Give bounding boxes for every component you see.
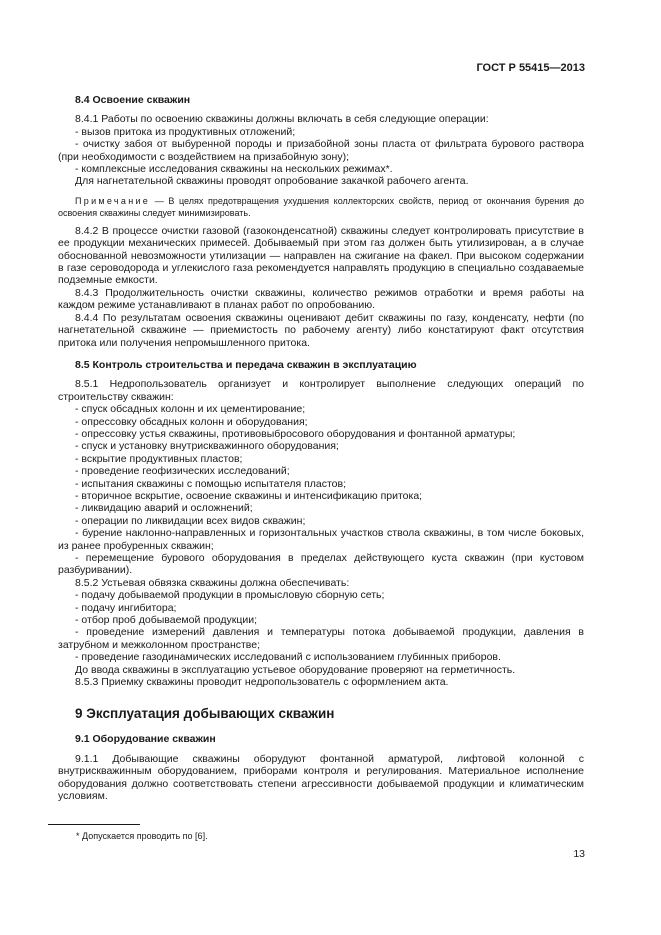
- paragraph-8-4-2: 8.4.2 В процессе очистки газовой (газоконденсатной) скважины следует контролировать присутствие в ее продукции механических примесей. Добываемый при этом газ должен быть утилизирован, а в случае обоснованной невозможности утилизации — направлен на сжигание на факел. При высоком содержании в газе сероводорода и углекислого газа рекомендуется направлять продукцию в специально создаваемые подземные емкости.: [58, 224, 584, 287]
- list-item: - спуск обсадных колонн и их цементирование;: [75, 403, 306, 416]
- list-item: - подачу добываемой продукции в промысловую сборную сеть;: [75, 589, 385, 602]
- paragraph-8-5-3: 8.5.3 Приемку скважины проводит недропользователь с оформлением акта.: [75, 676, 449, 689]
- paragraph-8-5-2: 8.5.2 Устьевая обвязка скважины должна обеспечивать:: [75, 576, 350, 589]
- list-item: - операции по ликвидации всех видов скважин;: [75, 514, 306, 527]
- list-item: - ликвидацию аварий и осложнений;: [75, 502, 253, 515]
- section-9-1-title: 9.1 Оборудование скважин: [75, 733, 216, 746]
- list-item: - очистку забоя от выбуренной породы и призабойной зоны пласта от фильтрата бурового раствора (при необходимости с воздействием на призабойную зону);: [58, 138, 584, 163]
- list-item: - отбор проб добываемой продукции;: [75, 614, 258, 627]
- list-item: - бурение наклонно-направленных и горизонтальных участков ствола скважины, в том числе боковых, из ранее пробуренных скважин;: [58, 527, 584, 552]
- list-item: - проведение геофизических исследований;: [75, 465, 290, 478]
- list-item: - вскрытие продуктивных пластов;: [75, 452, 243, 465]
- paragraph-8-4-1: 8.4.1 Работы по освоению скважины должны включать в себя следующие операции:: [75, 113, 489, 126]
- section-8-4-title: 8.4 Освоение скважин: [75, 94, 191, 106]
- list-item: - комплексные исследования скважины на нескольких режимах*.: [75, 163, 393, 176]
- list-item: - подачу ингибитора;: [75, 601, 177, 614]
- page-number: 13: [573, 848, 585, 860]
- list-item: - испытания скважины с помощью испытателя пластов;: [75, 477, 346, 490]
- paragraph-before-commissioning: До ввода скважины в эксплуатацию устьевое оборудование проверяют на герметичность.: [75, 663, 516, 676]
- note-text: — В целях предотвращения ухудшения коллекторских свойств, период от окончания бурения до освоения скважины следует минимизировать.: [58, 195, 584, 218]
- list-item: - вторичное вскрытие, освоение скважины и интенсификацию притока;: [75, 489, 423, 502]
- list-item: - опрессовку устья скважины, противовыбросового оборудования и фонтанной арматуры;: [75, 427, 516, 440]
- section-8-5-title: 8.5 Контроль строительства и передача скважин в эксплуатацию: [75, 358, 417, 371]
- note-label: Примечание: [75, 195, 151, 206]
- page-content: [58, 92, 584, 803]
- list-item: - проведение газодинамических исследований с использованием глубинных приборов.: [75, 651, 501, 664]
- standard-header: ГОСТ Р 55415—2013: [476, 62, 585, 74]
- paragraph-injection: Для нагнетательной скважины проводят опробование закачкой рабочего агента.: [75, 175, 469, 188]
- paragraph-9-1-1: 9.1.1 Добывающие скважины оборудуют фонтанной арматурой, лифтовой колонной с внутрискважинным оборудованием, приборами контроля и регулирования. Материальное исполнение оборудования должно соответствовать степени агрессивности добываемой продукции и климатическим условиям.: [58, 752, 584, 803]
- list-item: - вызов притока из продуктивных отложений;: [75, 125, 296, 138]
- note: [58, 195, 584, 219]
- paragraph-8-4-4: 8.4.4 По результатам освоения скважины оценивают дебит скважины по газу, конденсату, нефти (по нагнетательной скважине — приемистость по рабочему агенту) либо констатируют факт отсутствия притока или получения непромышленного притока.: [58, 311, 584, 349]
- list-item: - спуск и установку внутрискважинного оборудования;: [75, 440, 339, 453]
- section-9-title: 9 Эксплуатация добывающих скважин: [75, 706, 335, 722]
- list-item: - проведение измерений давления и температуры потока добываемой продукции, давления в затрубном и межколонном пространстве;: [58, 626, 584, 651]
- list-item: - перемещение бурового оборудования в пределах действующего куста скважин (при кустовом разбуривании).: [58, 552, 584, 577]
- paragraph-8-5-1: 8.5.1 Недропользователь организует и контролирует выполнение следующих операций по строительству скважин:: [58, 378, 584, 403]
- list-item: - опрессовку обсадных колонн и оборудования;: [75, 415, 308, 428]
- footnote-divider: [48, 824, 140, 825]
- footnote: * Допускается проводить по [6].: [76, 831, 208, 841]
- paragraph-8-4-3: 8.4.3 Продолжительность очистки скважины, количество режимов отработки и время работы на каждом режиме устанавливают в планах работ по опробованию.: [58, 286, 584, 312]
